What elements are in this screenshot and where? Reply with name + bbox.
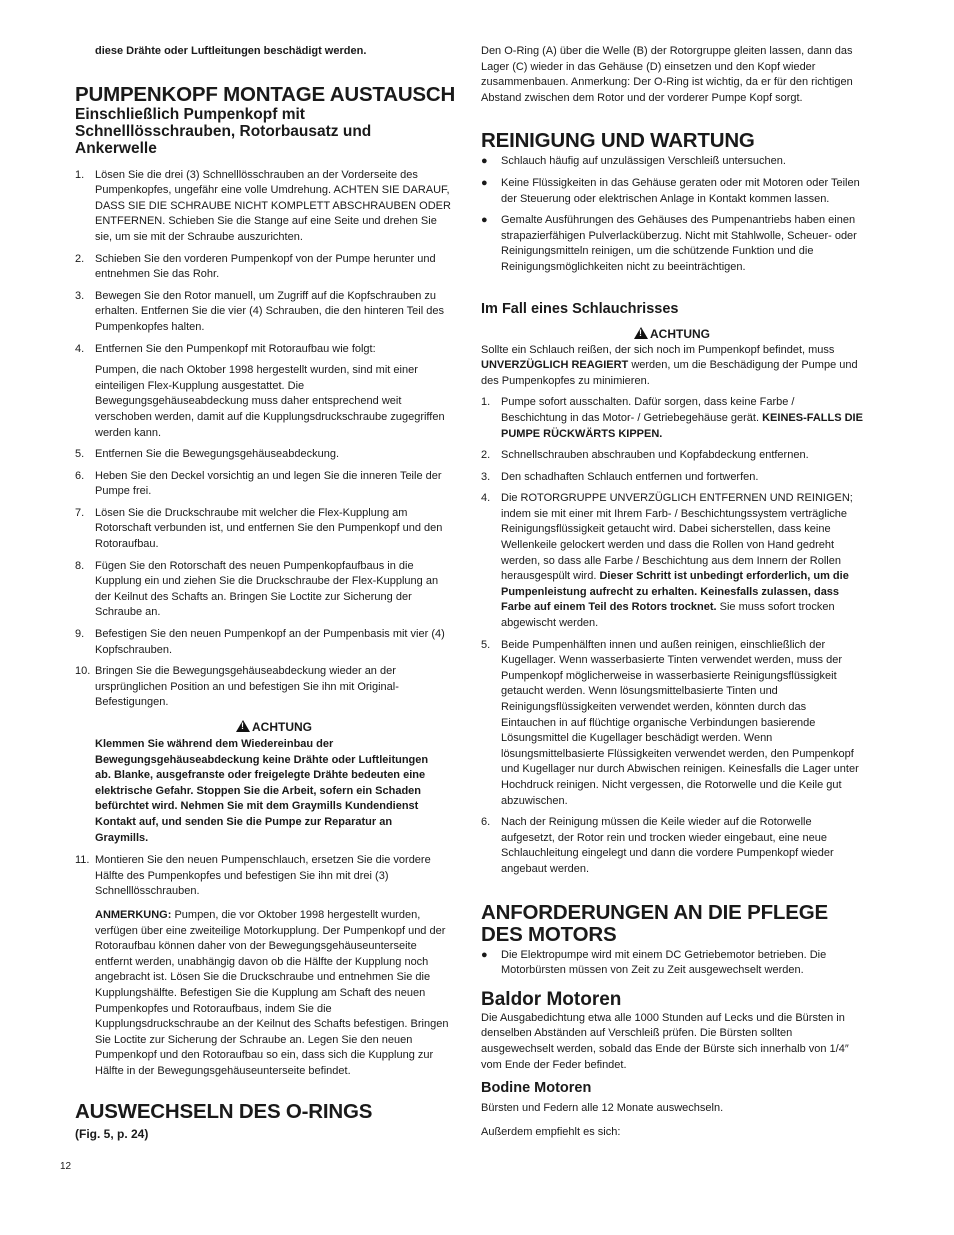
caution-warning-text: Klemmen Sie während dem Wiedereinbau der Bewegungsgehäuseabdeckung keine Drähte oder Luftleitungen ab. Blanke, ausgefranste oder freigelegte Drähte bedeuten eine elektrische Gefahr. Stoppen Sie die Arbeit, sofern ein Schaden befürchtet wird. Nehmen Sie mit dem Graymills Kundendienst Kontakt auf, und senden Sie die Pumpe zur Reparatur an Graymills. (95, 738, 429, 844)
item-number: 3. (481, 470, 491, 483)
subheading-baldor: Baldor Motoren (481, 988, 622, 1010)
list-item (481, 638, 863, 810)
list-item (75, 342, 453, 358)
item-number: 4. (75, 342, 85, 355)
subheading: Einschließlich Pumpenkopf mit Schnelllösschrauben, Rotorbausatz und Ankerwelle (75, 105, 372, 157)
list-item (481, 448, 863, 464)
item-number: 8. (75, 559, 85, 572)
item-number: 5. (481, 638, 491, 651)
caution-label (481, 326, 863, 342)
caution-text: ACHTUNG (252, 720, 312, 734)
bullet-item (481, 213, 863, 275)
bullet-text: Die Elektropumpe wird mit einem DC Getriebemotor betrieben. Die Motorbürsten müssen von Zeit zu Zeit ausgewechselt werden. (501, 948, 827, 977)
item-text: Fügen Sie den Rotorschaft des neuen Pumpenkopfaufbaus in die Kupplung ein und ziehen Sie die Druckschraube der Flex-Kupplung an der Keilnut des Schafts an. Bringen Sie Loctite zur Sicherung der Schraube an. (95, 559, 439, 619)
item-text: Befestigen Sie den neuen Pumpenkopf an der Pumpenbasis mit vier (4) Kopfschrauben. (95, 628, 445, 656)
item-text: Bewegen Sie den Rotor manuell, um Zugriff auf die Kopfschrauben zu erhalten. Entfernen Sie die vier (4) Schrauben, die den hinteren Teil des Pumpenkopfes halten. (95, 289, 444, 333)
item-emphasis: Dieser Schritt ist unbedingt erforderlich, um die Pumpenleistung aufrecht zu erhalten. Keinesfalls zulassen, dass Farbe auf einem Teil des Rotors trocknet. (501, 570, 849, 614)
item-number: 7. (75, 506, 85, 519)
item-number: 2. (481, 449, 491, 462)
warning-triangle-icon (634, 327, 648, 339)
item-text: Lösen Sie die drei (3) Schnelllösschrauben an der Vorderseite des Pumpenkopfes, ungefähr eine volle Umdrehung. ACHTEN SIE DARAUF, DASS SIE DIE SCHRAUBE NICHT KOMPLETT ABSCHRAUBEN ODER ENTFERNEN. Schieben Sie die Stange auf eine Seite und drehen Sie sie, um sie mit der Schraube auszurichten. (95, 168, 451, 243)
item-text: Entfernen Sie die Bewegungsgehäuseabdeckung. (95, 448, 340, 461)
item-number: 10. (75, 665, 91, 678)
item-number: 5. (75, 448, 85, 461)
item-number: 1. (75, 168, 85, 181)
item-number: 9. (75, 628, 85, 641)
baldor-text: Die Ausgabedichtung etwa alle 1000 Stunden auf Lecks und die Bürsten in denselben Abständen auf Verschleiß prüfen. Die Bürsten sollten ausgewechselt werden, sobald das Ende der Bürste sich innerhalb von 1/4″ vom Ende der Feder befindet. (481, 1011, 849, 1071)
item-text: Die ROTORGRUPPE UNVERZÜGLICH ENTFERNEN UND REINIGEN; indem sie mit einer mit Ihrem Farb- / Beschichtungssystem verträgliche Reinigungsflüssigkeit getaucht wird. Dabei sicherstellen, dass keine Wellenkeile gelockert werden und dass die Rollen von Hand gedreht werden, so dass alle Farbe / Beschichtung aus dem Innern der Rollen herausgespült wird. (501, 492, 853, 583)
bullet-item (481, 154, 863, 170)
intro-text: werden, um die Beschädigung der Pumpe und des Pumpenkopfes zu minimieren. (481, 359, 858, 387)
page-number: 12 (60, 1161, 72, 1173)
section-heading-o-ring: AUSWECHSELN DES O-RINGS (75, 1100, 373, 1124)
item-number: 3. (75, 289, 85, 302)
bullet-icon: ● (481, 214, 488, 227)
item-emphasis: KEINES-FALLS DIE PUMPE RÜCKWÄRTS KIPPEN. (501, 411, 863, 440)
note-paragraph (95, 908, 453, 1080)
item-text: Heben Sie den Deckel vorsichtig an und legen Sie die inneren Teile der Pumpe frei. (95, 469, 442, 498)
bullet-text: Gemalte Ausführungen des Gehäuses des Pumpenantriebs haben einen strapazierfähigen Pulverlacküberzug. Nicht mit Stahlwolle, Scheuer- oder Reinigungsmitteln reinigen, um die schützende Funktion und die Reinigungsmöglichkeiten nicht zu beeinträchtigen. (501, 214, 857, 273)
bullet-icon: ● (481, 155, 488, 168)
item-text: Pumpe sofort ausschalten. Dafür sorgen, dass keine Farbe / Beschichtung in das Motor- / Getriebegehäuse gerät. (501, 396, 795, 424)
item-text: Beide Pumpenhälften innen und außen reinigen, einschließlich der Kugellager. Wenn wasserbasierte Tinten verwendet werden, muss der Pumpenkopf möglicherweise in wasserbasierte Reinigungsflüssigkeit getaucht werden. Wenn lösungsmittelbasierte Tinten und Reinigungsflüssigkeiten verwendet werden, könnten durch das Eintauchen in auf flüchtige organische Verbindungen basierende Lösungsmittel die Kugellager beschädigt werden. Wenn lösungsmittelbasierte Flüssigkeiten verwendet werden, den Pumpenkopf und Kugellager nur durch Abwischen reinigen. Keinesfalls die Lager unter Hochdruck reinigen. Nicht vergessen, die Rotorwelle und die Keile gut abzuwischen. (501, 638, 859, 807)
item-text: Sie muss sofort trocken abgewischt werden. (501, 601, 835, 630)
subheading-hose-rupture: Im Fall eines Schlauchrisses (481, 300, 679, 317)
list-item (481, 815, 863, 877)
caution-label (95, 719, 453, 735)
item-number: 1. (481, 396, 491, 409)
item-text: Pumpen, die nach Oktober 1998 hergestellt wurden, sind mit einer einteiligen Flex-Kupplung ausgestattet. Die Bewegungsgehäuseabdeckung muss daher entsprechend weit verschoben werden, damit auf die Kupplungsdruckschraube zugegriffen werden kann. (95, 364, 445, 439)
recommendation-text: Außerdem empfiehlt es sich: (481, 1125, 621, 1138)
note-text: Pumpen, die vor Oktober 1998 hergestellt wurden, verfügen über eine zweiteilige Motorkupplung. Der Pumpenkopf und der Rotoraufbau können daher von der Bewegungsgehäuseunterseite entfernt werden, unabhängig davon ob die Hälfte der Kupplung noch angebracht ist. Lösen Sie die Druckschraube und entnehmen Sie die Kupplungshälfte. Befestigen Sie die Kupplung am Schaft des neuen Pumpenkopfes und Rotoraufbaus, indem Sie die Kupplungsdruckschraube an der Keilnut des Schafts befestigen. Bringen Sie Loctite zur Sicherung der Schraube an. Legen Sie den neuen Pumpenkopf und den Rotoraufbau so ein, dass sich die Kupplung zur Hälfte in der Bewegungsgehäuseunterseite befindet. (95, 908, 449, 1077)
item-number: 2. (75, 252, 85, 265)
item-text: Schnellschrauben abschrauben und Kopfabdeckung entfernen. (501, 449, 809, 462)
right-column (481, 44, 863, 1140)
bullet-item (481, 176, 863, 207)
list-item (75, 853, 453, 900)
item-text: Entfernen Sie den Pumpenkopf mit Rotoraufbau wie folgt: (95, 342, 376, 355)
intro-text: Sollte ein Schlauch reißen, der sich noch im Pumpenkopf befindet, muss (481, 343, 835, 356)
figure-reference: (Fig. 5, p. 24) (75, 1127, 149, 1142)
list-item (481, 470, 863, 486)
list-item-paragraph (75, 363, 453, 441)
item-text: Nach der Reinigung müssen die Keile wieder auf die Rotorwelle aufgesetzt, der Rotor rein und trocken wieder eingebaut, eine neue Schlauchleitung eingelegt und dann die vordere Pumpenkopf wieder angebaut werden. (501, 816, 834, 875)
item-number: 6. (481, 816, 491, 829)
list-item (75, 664, 453, 711)
warning-triangle-icon (236, 720, 250, 732)
bullet-text: Schlauch häufig auf unzulässigen Verschleiß untersuchen. (501, 155, 786, 168)
item-number: 11. (75, 854, 90, 867)
bullet-item (481, 948, 863, 979)
list-item (75, 506, 453, 553)
list-item (75, 168, 453, 246)
note-label: ANMERKUNG: (95, 908, 172, 921)
bullet-icon: ● (481, 176, 488, 189)
list-item (75, 559, 453, 621)
hose-rupture-intro (481, 343, 863, 390)
item-text: Montieren Sie den neuen Pumpenschlauch, ersetzen Sie die vordere Hälfte des Pumpenkopfes und befestigen Sie ihn mit drei (3) Schnelllösschrauben. (95, 854, 431, 898)
list-item (75, 252, 453, 283)
list-item (75, 447, 453, 463)
item-text: Den schadhaften Schlauch entfernen und fortwerfen. (501, 470, 759, 483)
item-text: Lösen Sie die Druckschraube mit welcher die Flex-Kupplung am Rotorschaft verbunden ist, und entfernen Sie den Pumpenkopf und den Rotoraufbau. (95, 506, 443, 551)
bullet-icon: ● (481, 948, 488, 961)
item-number: 4. (481, 492, 491, 505)
bullet-text: Keine Flüssigkeiten in das Gehäuse geraten oder mit Motoren oder Teilen der Steuerung oder elektrischen Anlage in Kontakt kommen lassen. (501, 176, 860, 205)
caution-text: ACHTUNG (650, 326, 710, 341)
bodine-text: Bürsten und Federn alle 12 Monate auswechseln. (481, 1102, 724, 1115)
section-heading-cleaning: REINIGUNG UND WARTUNG (481, 129, 755, 153)
item-text: Bringen Sie die Bewegungsgehäuseabdeckung wieder an der ursprünglichen Position an und befestigen Sie ihn mit Original-Befestigungen. (95, 665, 399, 709)
section-heading-pump-head: PUMPENKOPF MONTAGE AUSTAUSCH (75, 82, 456, 106)
o-ring-instructions: Den O-Ring (A) über die Welle (B) der Rotorgruppe gleiten lassen, dann das Lager (C) wieder in das Gehäuse (D) einsetzen und den Kopf wieder zusammenbauen. Anmerkung: Der O-Ring ist wichtig, da er für den richtigen Abstand zwischen dem Rotor und der vorderer Pumpe Kopf sorgt. (481, 45, 853, 104)
intro-emphasis: UNVERZÜGLICH REAGIERT (481, 359, 629, 372)
section-heading-motor-care: ANFORDERUNGEN AN DIE PFLEGE DES MOTORS (481, 900, 828, 946)
item-number: 6. (75, 469, 85, 482)
list-item (75, 469, 453, 500)
intro-warning-end: diese Drähte oder Luftleitungen beschädigt werden. (95, 45, 367, 57)
list-item (481, 491, 863, 631)
list-item (75, 627, 453, 658)
list-item (481, 395, 863, 442)
item-text: Schieben Sie den vorderen Pumpenkopf von der Pumpe herunter und entnehmen Sie das Rohr. (95, 252, 436, 281)
list-item (75, 289, 453, 336)
subheading-bodine: Bodine Motoren (481, 1080, 592, 1097)
left-column (60, 44, 456, 1175)
